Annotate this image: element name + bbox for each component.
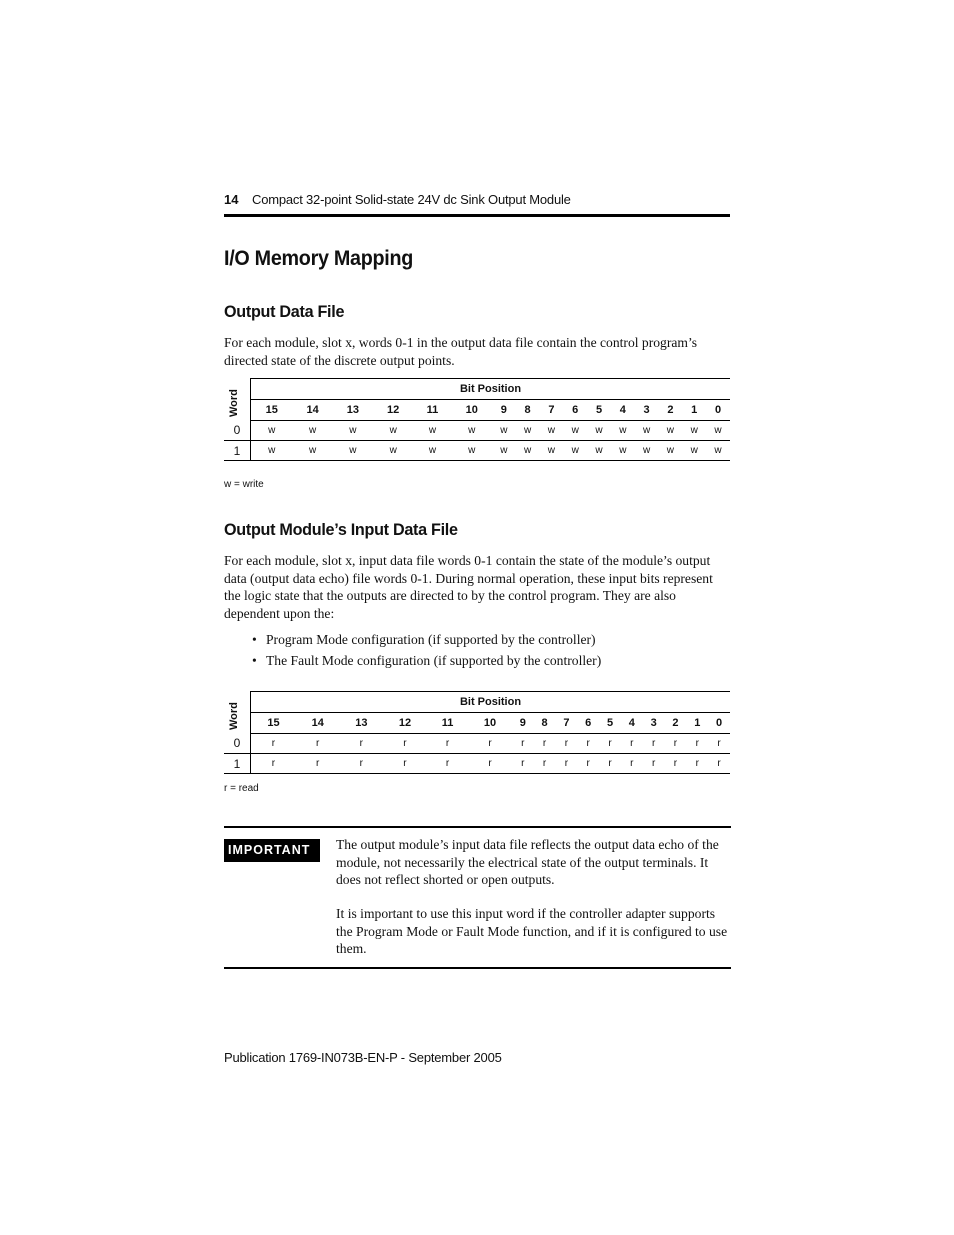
publication-footer: Publication 1769-IN073B-EN-P - September 2005 xyxy=(224,1050,502,1065)
bit-access-cell: r xyxy=(621,754,643,774)
table-row xyxy=(224,734,730,754)
bit-access-cell: r xyxy=(577,734,599,754)
header-rule xyxy=(224,214,730,217)
bit-access-cell: w xyxy=(706,441,730,461)
bit-access-cell: r xyxy=(468,734,512,754)
table-row xyxy=(224,421,730,441)
bit-access-cell: w xyxy=(333,421,373,441)
bit-number-header: 11 xyxy=(427,713,468,734)
bit-number-header: 10 xyxy=(468,713,512,734)
bit-access-cell: r xyxy=(512,754,534,774)
bit-access-cell: w xyxy=(452,441,492,461)
bit-access-cell: w xyxy=(413,421,451,441)
bit-number-header: 13 xyxy=(340,713,384,734)
table-row xyxy=(224,754,730,774)
bit-access-cell: r xyxy=(383,754,427,774)
bit-number-header: 2 xyxy=(665,713,687,734)
bullet-item: • The Fault Mode configuration (if supported by the controller) xyxy=(252,653,602,668)
mode-bullet-list xyxy=(252,629,601,671)
bit-access-cell: w xyxy=(516,421,540,441)
bit-number-header: 7 xyxy=(540,400,564,421)
bit-access-cell: w xyxy=(563,441,587,461)
bit-access-cell: w xyxy=(292,421,332,441)
bit-number-header: 9 xyxy=(512,713,534,734)
bit-access-cell: w xyxy=(492,421,516,441)
bit-access-cell: r xyxy=(665,754,687,774)
bit-access-cell: w xyxy=(635,421,659,441)
bit-access-cell: r xyxy=(643,754,665,774)
bullet-item: • Program Mode configuration (if supported by the controller) xyxy=(252,632,596,647)
bit-access-cell: w xyxy=(373,421,413,441)
bit-access-cell: r xyxy=(534,734,556,754)
word-number: 0 xyxy=(224,734,251,754)
bit-access-cell: w xyxy=(492,441,516,461)
bit-access-cell: w xyxy=(373,441,413,461)
bit-access-cell: w xyxy=(659,421,683,441)
bit-access-cell: r xyxy=(555,754,577,774)
bit-access-cell: r xyxy=(512,734,534,754)
important-badge: IMPORTANT xyxy=(224,839,320,862)
word-header-cell xyxy=(224,692,251,734)
bit-number-header: 5 xyxy=(599,713,621,734)
section-title: I/O Memory Mapping xyxy=(224,247,414,270)
bit-access-cell: w xyxy=(635,441,659,461)
word-label: Word xyxy=(228,701,240,730)
bit-access-cell: r xyxy=(708,754,730,774)
bit-number-header: 1 xyxy=(686,713,708,734)
bit-access-cell: r xyxy=(686,734,708,754)
important-top-rule xyxy=(224,826,731,828)
input-data-file-paragraph: For each module, slot x, input data file words 0-1 contain the state of the module’s output data (output data echo) file words 0-1. During normal operation, these input bits represent the logic state that the outputs are directed to by the control program. They are also dependent upon the: xyxy=(224,553,713,621)
bit-access-cell: r xyxy=(427,734,468,754)
input-data-table xyxy=(224,691,730,774)
bit-number-header: 9 xyxy=(492,400,516,421)
bullet-text: Program Mode configuration (if supported by the controller) xyxy=(266,632,596,647)
bit-access-cell: r xyxy=(599,754,621,774)
bit-access-cell: w xyxy=(682,441,706,461)
bit-access-cell: w xyxy=(587,421,611,441)
bit-access-cell: r xyxy=(296,754,340,774)
bit-number-header: 4 xyxy=(611,400,635,421)
word-label: Word xyxy=(228,388,240,417)
bit-number-header: 14 xyxy=(292,400,332,421)
read-legend: r = read xyxy=(224,783,259,794)
bit-number-header: 4 xyxy=(621,713,643,734)
bit-number-header: 15 xyxy=(251,713,296,734)
bit-access-cell: r xyxy=(468,754,512,774)
output-data-table xyxy=(224,378,730,461)
output-data-file-heading: Output Data File xyxy=(224,302,345,321)
bit-access-cell: r xyxy=(621,734,643,754)
page-number: 14 xyxy=(224,192,239,207)
word-number: 1 xyxy=(224,754,251,774)
bit-number-header: 13 xyxy=(333,400,373,421)
bit-access-cell: w xyxy=(516,441,540,461)
bit-access-cell: w xyxy=(251,421,293,441)
bit-access-cell: r xyxy=(251,734,296,754)
word-number: 0 xyxy=(224,421,251,441)
word-number: 1 xyxy=(224,441,251,461)
running-title: Compact 32-point Solid-state 24V dc Sink Output Module xyxy=(252,192,571,207)
bit-access-cell: r xyxy=(599,734,621,754)
bit-access-cell: r xyxy=(555,734,577,754)
bit-number-header: 12 xyxy=(383,713,427,734)
bit-number-header: 2 xyxy=(659,400,683,421)
bit-position-header: Bit Position xyxy=(251,692,731,713)
bit-access-cell: w xyxy=(563,421,587,441)
bit-number-header: 5 xyxy=(587,400,611,421)
bit-number-header: 6 xyxy=(577,713,599,734)
bit-number-header: 0 xyxy=(708,713,730,734)
bit-number-header: 14 xyxy=(296,713,340,734)
bit-access-cell: w xyxy=(682,421,706,441)
bit-number-header: 10 xyxy=(452,400,492,421)
bit-access-cell: r xyxy=(340,734,384,754)
bullet-text: The Fault Mode configuration (if supported by the controller) xyxy=(266,653,602,668)
bit-access-cell: r xyxy=(383,734,427,754)
word-header-cell xyxy=(224,379,251,421)
bit-access-cell: w xyxy=(540,441,564,461)
bit-number-header: 1 xyxy=(682,400,706,421)
important-paragraph-1: The output module’s input data file reflects the output data echo of the module, not necessarily the electrical state of the output terminals. It does not reflect shorted or open outputs. xyxy=(336,837,719,887)
bit-number-header: 0 xyxy=(706,400,730,421)
bit-access-cell: r xyxy=(708,734,730,754)
bit-access-cell: w xyxy=(540,421,564,441)
bit-access-cell: w xyxy=(611,421,635,441)
bit-access-cell: w xyxy=(706,421,730,441)
input-data-file-heading: Output Module’s Input Data File xyxy=(224,520,458,539)
bit-access-cell: r xyxy=(665,734,687,754)
bit-position-header: Bit Position xyxy=(251,379,731,400)
bit-access-cell: r xyxy=(643,734,665,754)
table-row xyxy=(224,441,730,461)
bit-number-header: 8 xyxy=(516,400,540,421)
bit-access-cell: r xyxy=(534,754,556,774)
bit-number-header: 11 xyxy=(413,400,451,421)
bit-access-cell: r xyxy=(340,754,384,774)
bit-number-header: 3 xyxy=(643,713,665,734)
bit-access-cell: w xyxy=(413,441,451,461)
bit-access-cell: r xyxy=(427,754,468,774)
write-legend: w = write xyxy=(224,479,264,490)
bit-number-header: 8 xyxy=(534,713,556,734)
bit-access-cell: r xyxy=(251,754,296,774)
bit-number-header: 15 xyxy=(251,400,293,421)
bit-number-header: 12 xyxy=(373,400,413,421)
bit-access-cell: w xyxy=(292,441,332,461)
bit-access-cell: w xyxy=(659,441,683,461)
important-paragraph-2: It is important to use this input word if the controller adapter supports the Program Mode or Fault Mode function, and if it is configured to use them. xyxy=(336,906,728,956)
bit-access-cell: r xyxy=(577,754,599,774)
bit-number-header: 6 xyxy=(563,400,587,421)
output-data-file-paragraph: For each module, slot x, words 0-1 in the output data file contain the control program’s directed state of the discrete output points. xyxy=(224,335,698,368)
bit-access-cell: w xyxy=(452,421,492,441)
bit-access-cell: w xyxy=(251,441,293,461)
bit-access-cell: r xyxy=(686,754,708,774)
bit-access-cell: w xyxy=(587,441,611,461)
bit-number-header: 3 xyxy=(635,400,659,421)
bit-access-cell: w xyxy=(333,441,373,461)
bit-number-header: 7 xyxy=(555,713,577,734)
important-bottom-rule xyxy=(224,967,731,969)
bit-access-cell: r xyxy=(296,734,340,754)
bit-access-cell: w xyxy=(611,441,635,461)
